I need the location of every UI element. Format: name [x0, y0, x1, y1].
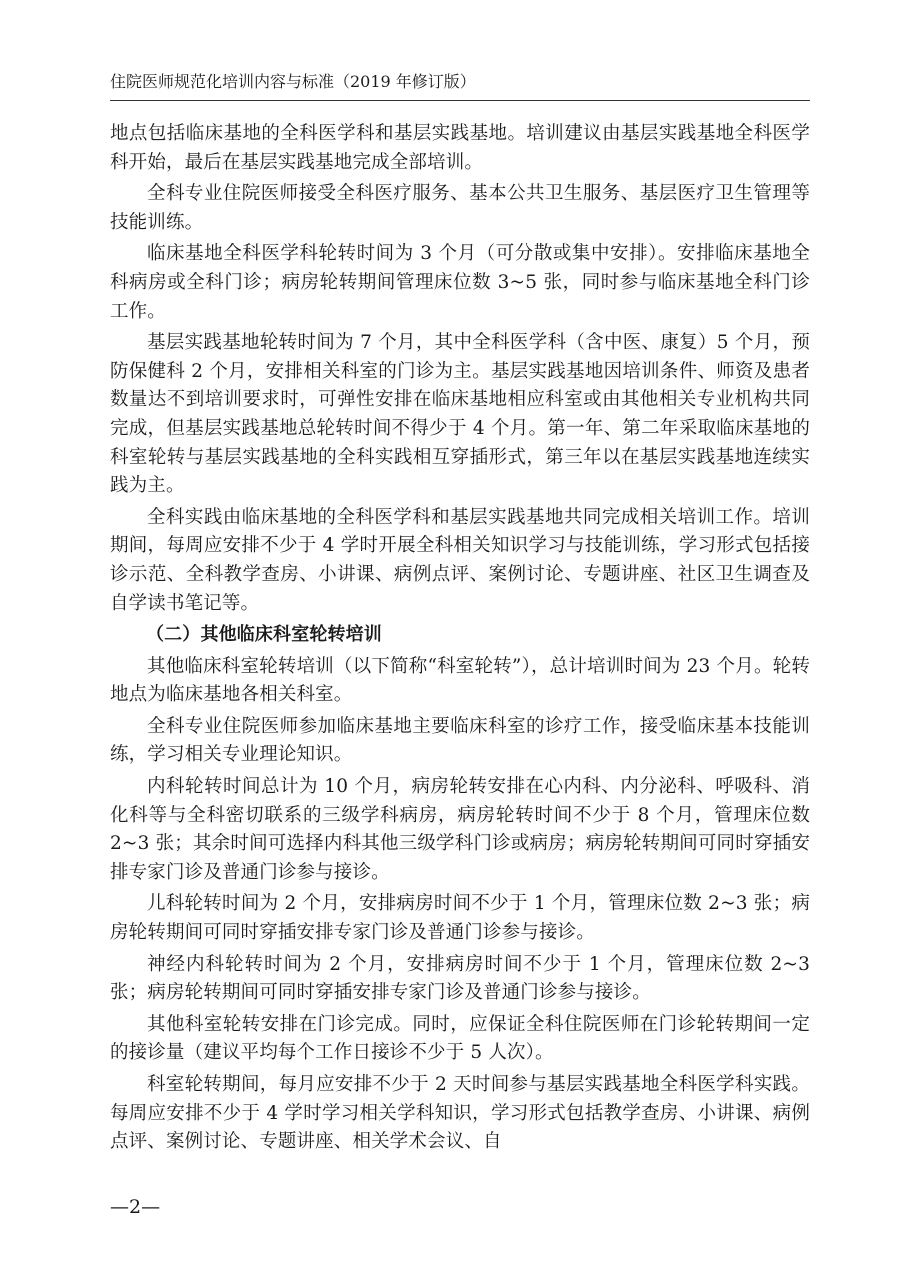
paragraph: 其他科室轮转安排在门诊完成。同时，应保证全科住院医师在门诊轮转期间一定的接诊量（建议平均每个工作日接诊不少于 5 人次）。 — [110, 1013, 810, 1064]
paragraph: 神经内科轮转时间为 2 个月，安排病房时间不少于 1 个月，管理床位数 2~3 张；病房轮转期间可同时穿插安排专家门诊及普通门诊参与接诊。 — [110, 953, 810, 1004]
paragraph: 临床基地全科医学科轮转时间为 3 个月（可分散或集中安排）。安排临床基地全科病房或全科门诊；病房轮转期间管理床位数 3~5 张，同时参与临床基地全科门诊工作。 — [110, 243, 810, 322]
section-heading: （二）其他临床科室轮转培训 — [146, 624, 382, 646]
paragraph-continuation: 地点包括临床基地的全科医学科和基层实践基地。培训建议由基层实践基地全科医学科开始，最后在基层实践基地完成全部培训。 — [110, 123, 810, 173]
paragraph: 其他临床科室轮转培训（以下简称“科室轮转”），总计培训时间为 23 个月。轮转地点为临床基地各相关科室。 — [110, 655, 810, 706]
paragraph: 科室轮转期间，每月应安排不少于 2 天时间参与基层实践基地全科医学科实践。每周应安排不少于 4 学时学习相关学科知识，学习形式包括教学查房、小讲课、病例点评、案例讨论、专题讲座、相关学术会议、自 — [110, 1074, 810, 1153]
paragraph: 全科专业住院医师参加临床基地主要临床科室的诊疗工作，接受临床基本技能训练，学习相关专业理论知识。 — [110, 715, 810, 766]
document-body — [110, 120, 810, 1160]
paragraph: 儿科轮转时间为 2 个月，安排病房时间不少于 1 个月，管理床位数 2~3 张；病房轮转期间可同时穿插安排专家门诊及普通门诊参与接诊。 — [110, 893, 810, 944]
paragraph: 基层实践基地轮转时间为 7 个月，其中全科医学科（含中医、康复）5 个月，预防保健科 2 个月，安排相关科室的门诊为主。基层实践基地因培训条件、师资及患者数量达不到培训要求时，可弹性安排在临床基地相应科室或由其他相关专业机构共同完成，但基层实践基地总轮转时间不得少于 4 个月。第一年、第二年采取临床基地的科室轮转与基层实践基地的全科实践相互穿插形式，第三年以在基层实践基地连续实践为主。 — [110, 332, 810, 497]
page-number: —2— — [110, 1196, 161, 1218]
paragraph: 内科轮转时间总计为 10 个月，病房轮转安排在心内科、内分泌科、呼吸科、消化科等与全科密切联系的三级学科病房，病房轮转时间不少于 8 个月，管理床位数 2~3 张；其余时间可选择内科其他三级学科门诊或病房；病房轮转期间可同时穿插安排专家门诊及普通门诊参与接诊。 — [110, 776, 810, 883]
header-divider — [110, 100, 810, 101]
paragraph: 全科实践由临床基地的全科医学科和基层实践基地共同完成相关培训工作。培训期间，每周应安排不少于 4 学时开展全科相关知识学习与技能训练，学习形式包括接诊示范、全科教学查房、小讲课、病例点评、案例讨论、专题讲座、社区卫生调查及自学读书笔记等。 — [110, 506, 810, 614]
running-header: 住院医师规范化培训内容与标准（2019 年修订版） — [110, 72, 476, 91]
paragraph: 全科专业住院医师接受全科医疗服务、基本公共卫生服务、基层医疗卫生管理等技能训练。 — [110, 183, 810, 233]
